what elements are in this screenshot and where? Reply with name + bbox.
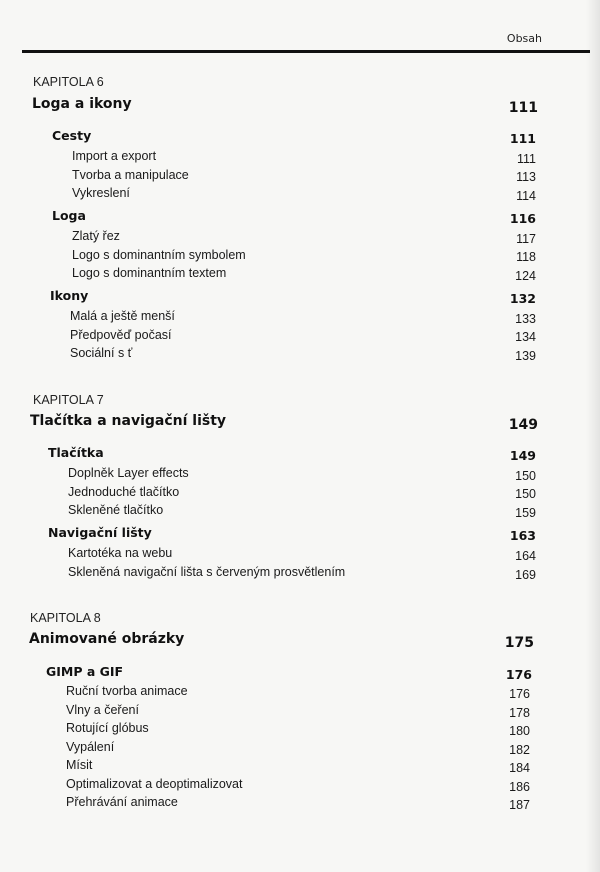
section-page: 149 bbox=[509, 448, 536, 463]
page-edge-shadow bbox=[586, 0, 600, 872]
toc-item: Optimalizovat a deoptimalizovat bbox=[66, 777, 243, 791]
toc-item-page: 139 bbox=[515, 349, 536, 363]
toc-item-page: 178 bbox=[509, 706, 530, 720]
toc-item: Import a export bbox=[72, 149, 157, 163]
toc-item-page: 114 bbox=[516, 189, 536, 203]
chapter-title: Animované obrázky bbox=[29, 631, 185, 647]
section-page: 163 bbox=[509, 528, 536, 543]
toc-item-page: 184 bbox=[509, 761, 530, 775]
toc-item-page: 124 bbox=[515, 269, 536, 283]
section-page: 132 bbox=[509, 291, 536, 306]
toc-item-page: 134 bbox=[515, 330, 536, 344]
toc-item: Tvorba a manipulace bbox=[72, 168, 189, 182]
section-title: Cesty bbox=[52, 128, 92, 143]
chapter-label: KAPITOLA 7 bbox=[33, 393, 104, 407]
toc-item-page: 117 bbox=[516, 232, 536, 246]
header-rule bbox=[22, 50, 590, 53]
chapter-label: KAPITOLA 8 bbox=[30, 611, 101, 625]
chapter-page: 149 bbox=[508, 417, 538, 433]
section-title: GIMP a GIF bbox=[46, 664, 124, 679]
toc-item: Ruční tvorba animace bbox=[66, 684, 188, 698]
toc-item: Vlny a čeření bbox=[66, 703, 139, 717]
toc-item: Kartotéka na webu bbox=[68, 546, 173, 560]
toc-item: Logo s dominantním symbolem bbox=[72, 248, 246, 262]
toc-item-page: 118 bbox=[516, 250, 536, 264]
chapter-page: 111 bbox=[508, 100, 538, 116]
toc-item: Zlatý řez bbox=[72, 229, 120, 243]
chapter-title: Loga a ikony bbox=[32, 96, 132, 112]
toc-item: Předpověď počasí bbox=[70, 328, 172, 342]
toc-item: Skleněná navigační lišta s červeným prosvětlením bbox=[68, 565, 346, 579]
chapter-label: KAPITOLA 6 bbox=[33, 75, 104, 89]
toc-item-page: 150 bbox=[515, 487, 536, 501]
section-title: Tlačítka bbox=[48, 445, 104, 460]
section-title: Ikony bbox=[50, 288, 89, 303]
toc-item-page: 150 bbox=[515, 469, 536, 483]
chapter-page: 175 bbox=[504, 635, 534, 651]
toc-item: Malá a ještě menší bbox=[70, 309, 175, 323]
section-page: 116 bbox=[509, 211, 536, 226]
toc-item: Přehrávání animace bbox=[66, 795, 178, 809]
running-head: Obsah bbox=[506, 32, 542, 45]
toc-item: Vykreslení bbox=[72, 186, 130, 200]
toc-item-page: 187 bbox=[509, 798, 530, 812]
toc-item: Rotující glóbus bbox=[66, 721, 149, 735]
toc-item-page: 186 bbox=[509, 780, 530, 794]
toc-item: Sociální s ť bbox=[70, 346, 133, 360]
toc-item-page: 111 bbox=[516, 152, 536, 166]
toc-item: Jednoduché tlačítko bbox=[68, 485, 180, 499]
toc-item-page: 113 bbox=[516, 170, 536, 184]
toc-item: Skleněné tlačítko bbox=[68, 503, 164, 517]
toc-item: Mísit bbox=[66, 758, 93, 772]
toc-item-page: 133 bbox=[515, 312, 536, 326]
section-title: Loga bbox=[52, 208, 86, 223]
section-page: 111 bbox=[509, 131, 536, 146]
section-title: Navigační lišty bbox=[48, 525, 152, 540]
toc-item-page: 182 bbox=[509, 743, 530, 757]
toc-item-page: 180 bbox=[509, 724, 530, 738]
chapter-title: Tlačítka a navigační lišty bbox=[30, 413, 227, 429]
toc-item-page: 176 bbox=[509, 687, 530, 701]
toc-item: Doplněk Layer effects bbox=[68, 466, 189, 480]
toc-item-page: 159 bbox=[515, 506, 536, 520]
toc-item-page: 169 bbox=[515, 568, 536, 582]
section-page: 176 bbox=[505, 667, 532, 682]
toc-item: Logo s dominantním textem bbox=[72, 266, 227, 280]
toc-item-page: 164 bbox=[515, 549, 536, 563]
toc-item: Vypálení bbox=[66, 740, 115, 754]
